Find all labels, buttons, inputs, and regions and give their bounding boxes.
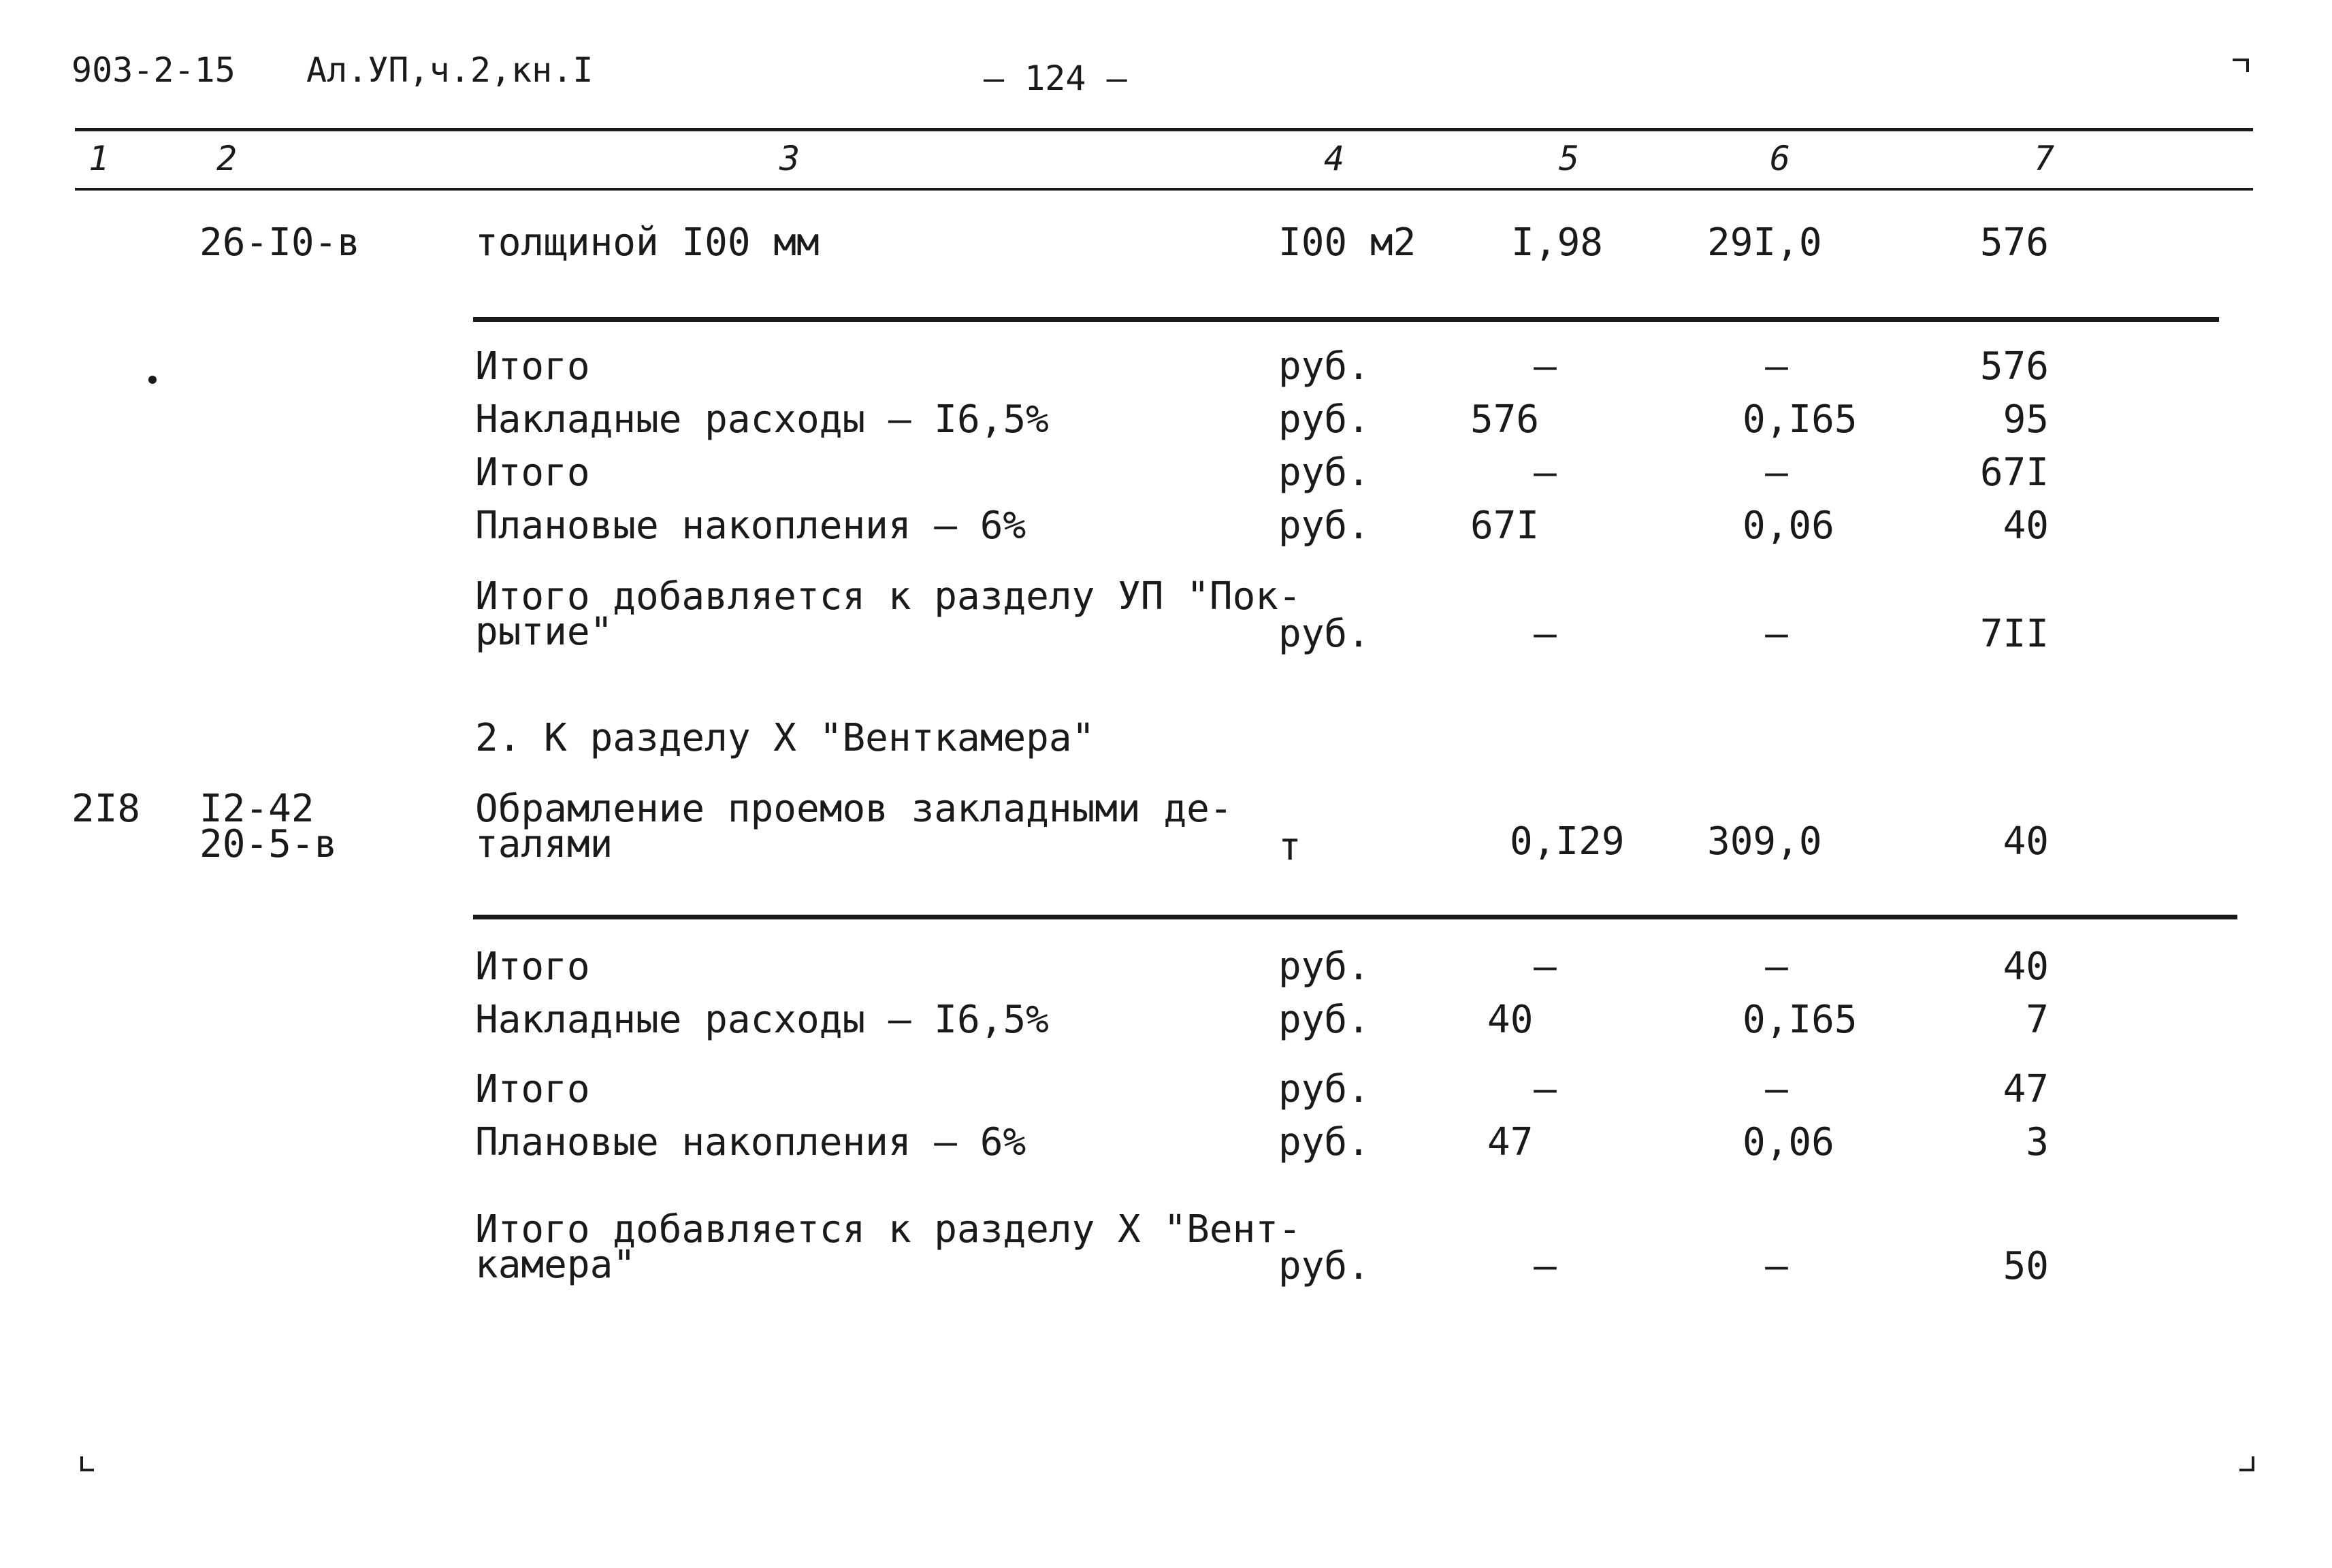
- table-top-rule: [75, 128, 2253, 131]
- row-code-line-2: 20-5-в: [199, 822, 338, 866]
- row-total: 40: [2003, 945, 2049, 989]
- row-price: –: [1765, 945, 1788, 989]
- row-unit: руб.: [1278, 612, 1370, 656]
- column-number-2: 2: [216, 139, 238, 178]
- section-heading: 2. К разделу Х "Венткамера": [475, 716, 1095, 760]
- column-number-1: 1: [88, 139, 110, 178]
- row-price: 309,0: [1707, 819, 1822, 864]
- row-total: 50: [2003, 1244, 2049, 1288]
- table-header-rule: [75, 188, 2253, 191]
- row-total: 40: [2003, 504, 2049, 548]
- row-total: 576: [1979, 344, 2049, 389]
- row-name-line-1: Итого добавляется к разделу УП "Пок-: [475, 574, 1301, 619]
- row-unit: руб.: [1278, 397, 1370, 442]
- column-number-5: 5: [1559, 139, 1580, 178]
- row-name-line-2: рытие": [475, 610, 613, 654]
- row-quantity: 576: [1470, 397, 1540, 442]
- row-price: –: [1765, 1244, 1788, 1288]
- row-quantity: 40: [1487, 998, 1534, 1042]
- row-price: –: [1765, 344, 1788, 389]
- row-unit: руб.: [1278, 504, 1370, 548]
- row-quantity: –: [1534, 451, 1557, 495]
- subtotal-rule: [473, 915, 2237, 919]
- row-total: 576: [1979, 220, 2049, 265]
- row-unit: руб.: [1278, 1120, 1370, 1164]
- row-quantity: –: [1534, 344, 1557, 389]
- row-name: толщиной I00 мм: [475, 220, 820, 265]
- row-unit: руб.: [1278, 451, 1370, 495]
- subtotal-rule: [473, 317, 2219, 322]
- row-total: 95: [2003, 397, 2049, 442]
- row-quantity: 67I: [1470, 504, 1540, 548]
- column-number-7: 7: [2034, 139, 2055, 178]
- margin-dot: [148, 376, 157, 384]
- row-quantity: 47: [1487, 1120, 1534, 1164]
- row-name-line-1: Обрамление проемов закладными де-: [475, 787, 1233, 831]
- corner-mark-bottom-right-v: [2252, 1456, 2254, 1471]
- row-name: Итого: [475, 344, 590, 389]
- row-total: 47: [2003, 1067, 2049, 1111]
- row-price: 0,I65: [1743, 397, 1858, 442]
- row-name: Итого: [475, 1067, 590, 1111]
- row-price: 0,I65: [1743, 998, 1858, 1042]
- row-quantity: I,98: [1511, 220, 1603, 265]
- row-unit: руб.: [1278, 1067, 1370, 1111]
- row-price: 29I,0: [1707, 220, 1822, 265]
- row-total: 67I: [1979, 451, 2049, 495]
- column-number-4: 4: [1324, 139, 1345, 178]
- column-number-6: 6: [1770, 139, 1791, 178]
- row-total: 40: [2003, 819, 2049, 864]
- row-name: Итого: [475, 945, 590, 989]
- row-quantity: –: [1534, 945, 1557, 989]
- row-code: 26-I0-в: [199, 220, 361, 265]
- document-code: 903-2-15: [71, 50, 236, 90]
- row-total: 7: [2026, 998, 2049, 1042]
- row-price: 0,06: [1743, 504, 1834, 548]
- corner-mark-bottom-left-h: [80, 1469, 94, 1471]
- row-name: Накладные расходы – I6,5%: [475, 998, 1049, 1042]
- row-quantity: 0,I29: [1510, 819, 1625, 864]
- row-name: Итого: [475, 451, 590, 495]
- row-total: 7II: [1979, 612, 2049, 656]
- row-name-line-2: камера": [475, 1243, 636, 1287]
- row-name-line-1: Итого добавляется к разделу Х "Вент-: [475, 1207, 1301, 1252]
- row-price: 0,06: [1743, 1120, 1834, 1164]
- column-number-3: 3: [779, 139, 800, 178]
- row-quantity: –: [1534, 1067, 1557, 1111]
- row-unit: т: [1278, 825, 1301, 869]
- row-name-line-2: талями: [475, 822, 613, 866]
- album-reference: Ал.УП,ч.2,кн.I: [306, 50, 594, 90]
- row-number: 2I8: [71, 787, 141, 831]
- corner-mark-top-right-v: [2246, 59, 2249, 72]
- row-total: 3: [2026, 1120, 2049, 1164]
- row-name: Плановые накопления – 6%: [475, 504, 1026, 548]
- row-price: –: [1765, 612, 1788, 656]
- row-price: –: [1765, 451, 1788, 495]
- row-quantity: –: [1534, 1244, 1557, 1288]
- row-name: Накладные расходы – I6,5%: [475, 397, 1049, 442]
- row-unit: руб.: [1278, 1244, 1370, 1288]
- row-name: Плановые накопления – 6%: [475, 1120, 1026, 1164]
- page-number: — 124 —: [984, 59, 1127, 98]
- row-unit: руб.: [1278, 945, 1370, 989]
- row-quantity: –: [1534, 612, 1557, 656]
- row-unit: руб.: [1278, 998, 1370, 1042]
- row-price: –: [1765, 1067, 1788, 1111]
- row-unit: I00 м2: [1278, 220, 1416, 265]
- row-unit: руб.: [1278, 344, 1370, 389]
- row-code-line-1: I2-42: [199, 787, 314, 831]
